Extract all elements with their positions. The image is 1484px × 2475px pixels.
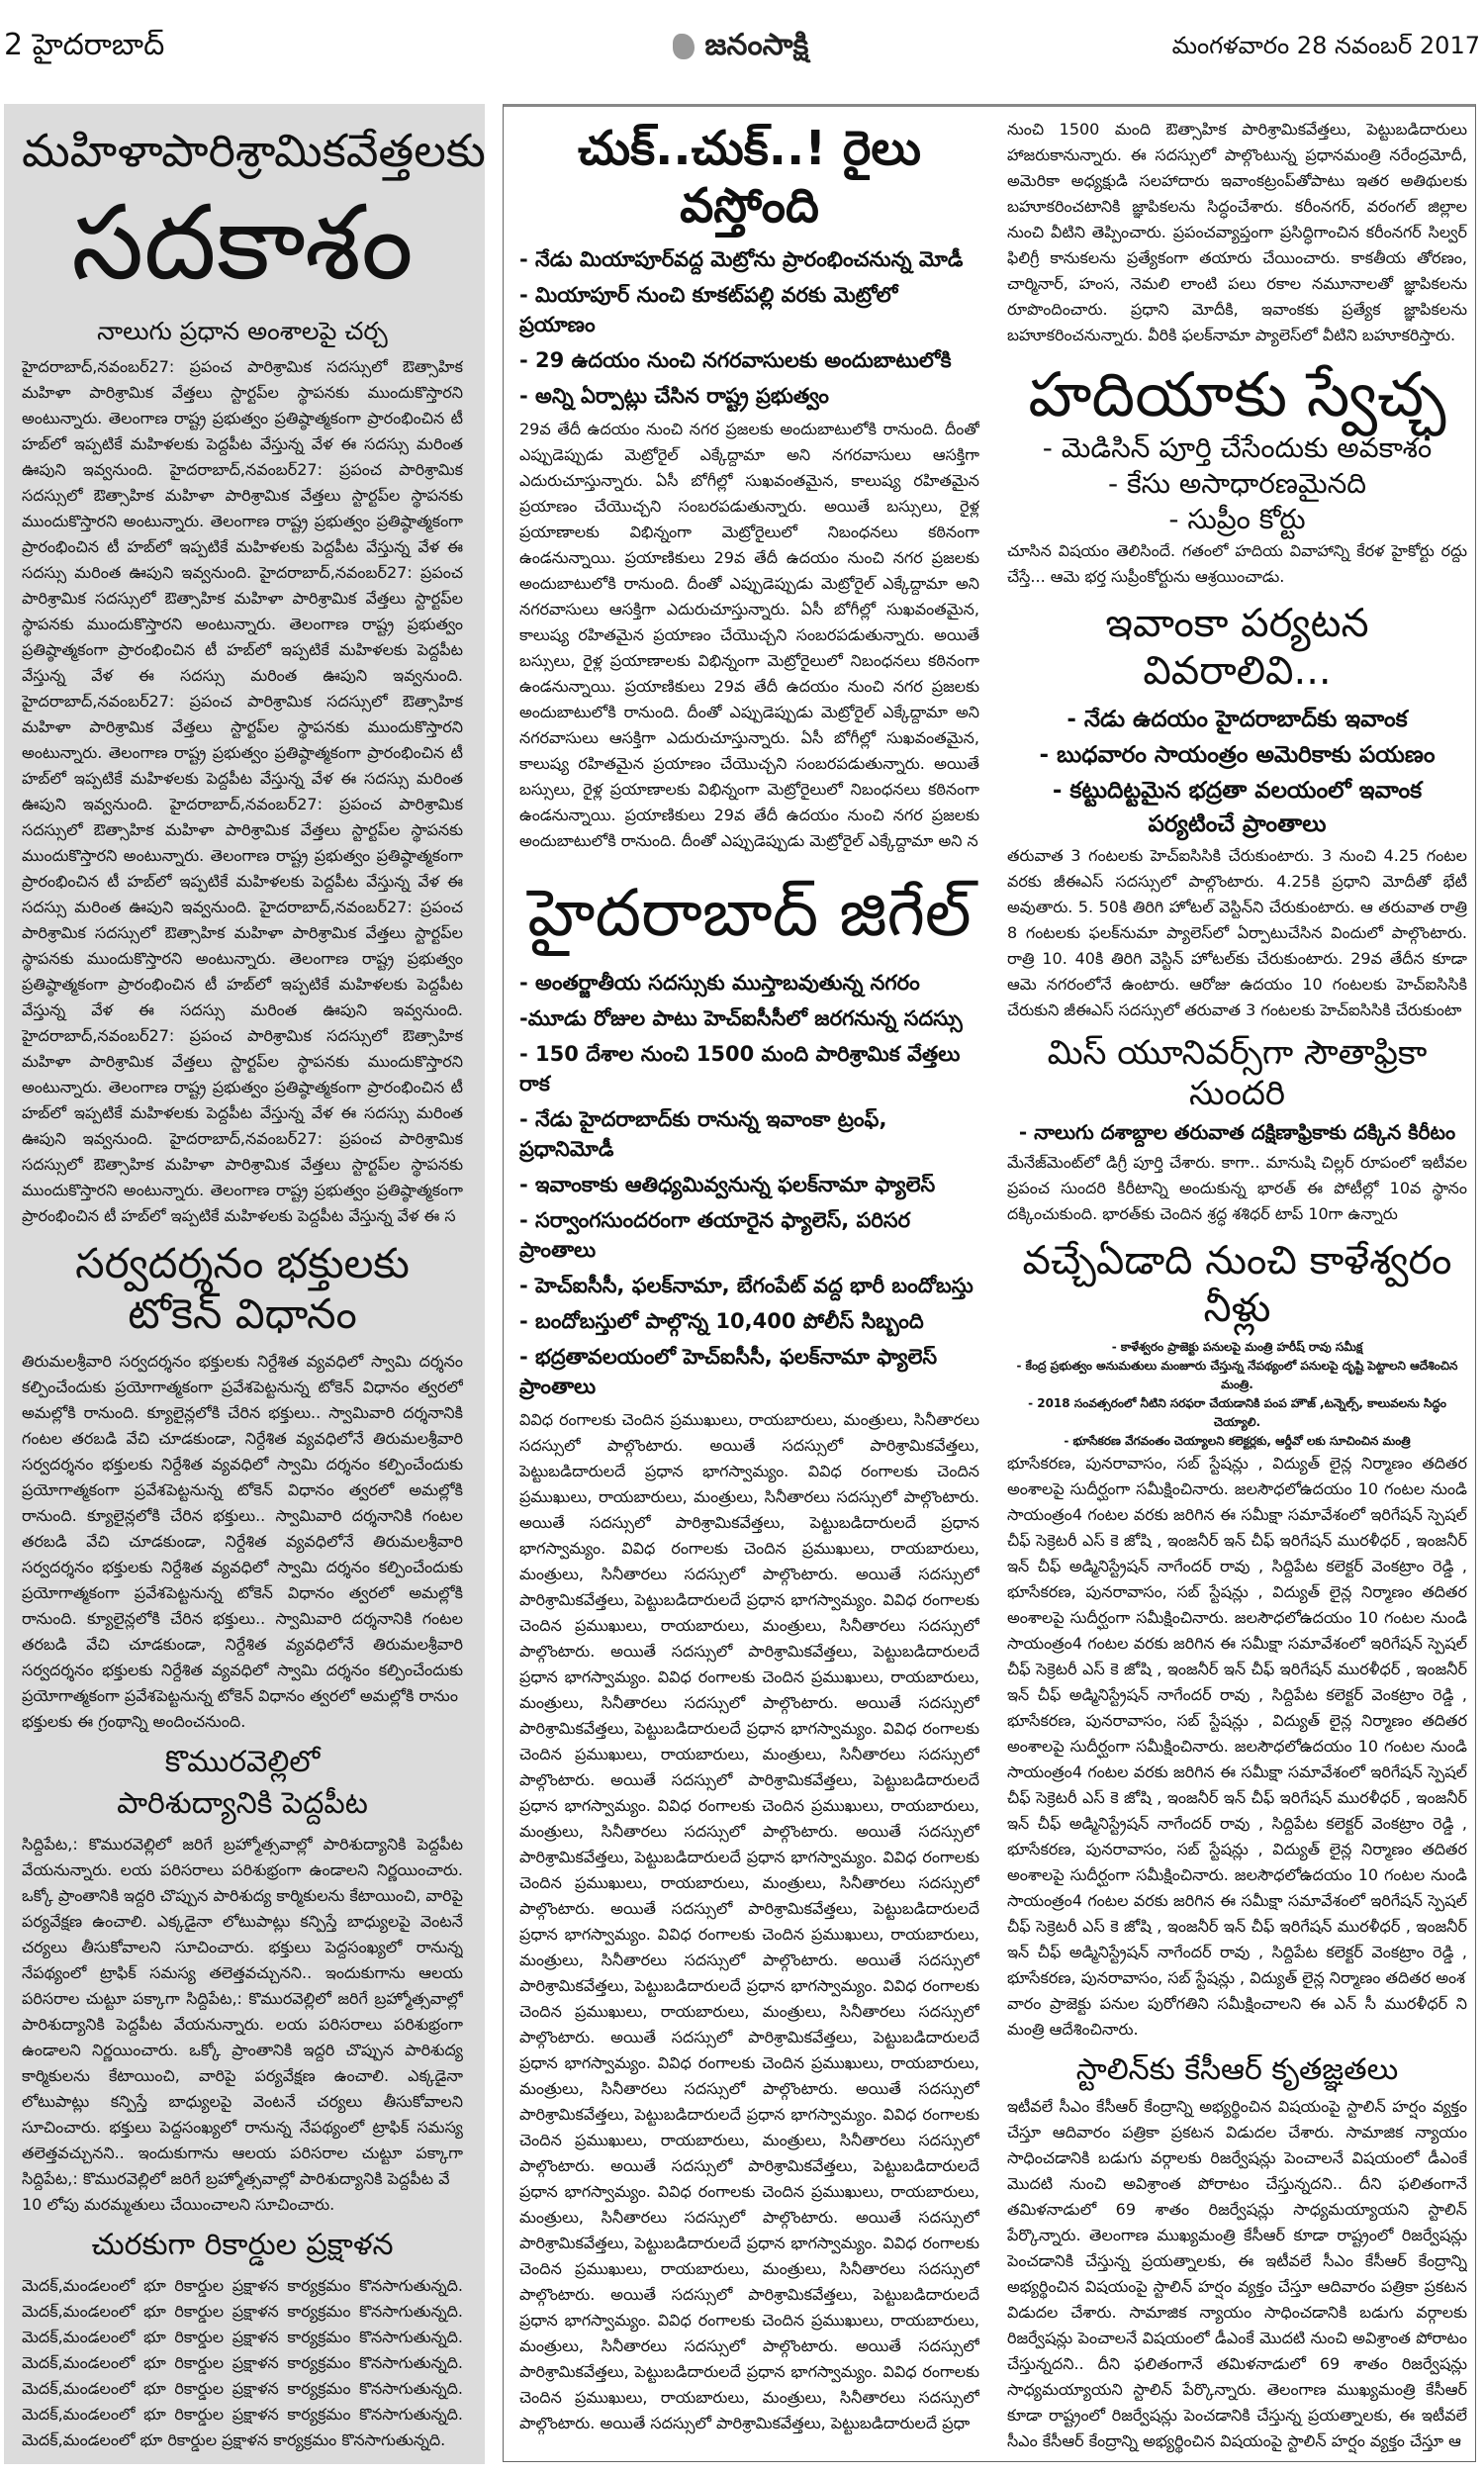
- article-subhead: - నాలుగు దశాబ్దాల తరువాత దక్షిణాఫ్రికాకు దక్కిన కిరీటం: [1018, 1119, 1456, 1144]
- center-column-content: [519, 121, 979, 2458]
- article-headline: హైదరాబాద్ జిగేల్: [527, 875, 972, 952]
- article-body: మెదక్,మండలంలో భూ రికార్డుల ప్రక్షాళన కార్యక్రమం కొనసాగుతున్నది. మెదక్,మండలంలో భూ రికార్డుల ప్రక్షాళన కార్యక్రమం కొనసాగుతున్నది. మెదక్,మండలంలో భూ రికార్డుల ప్రక్షాళన కార్యక్రమం కొనసాగుతున్నది. మెదక్,మండలంలో భూ రికార్డుల ప్రక్షాళన కార్యక్రమం కొనసాగుతున్నది. మెదక్,మండలంలో భూ రికార్డుల ప్రక్షాళన కార్యక్రమం కొనసాగుతున్నది. మెదక్,మండలంలో భూ రికార్డుల ప్రక్షాళన కార్యక్రమం కొనసాగుతున్నది. మెదక్,మండలంలో భూ రికార్డుల ప్రక్షాళన కార్యక్రమం కొనసాగుతున్నది.: [22, 2275, 463, 2449]
- bullet-item: - నేడు ఉదయం హైదరాబాద్‌కు ఇవాంక: [1067, 707, 1408, 733]
- article-headline: చుక్..చుక్..! రైలు వస్తోంది: [578, 121, 921, 234]
- article-headline: ఇవాంకా పర్యటన వివరాలివి...: [1105, 601, 1369, 695]
- article-headline: [22, 1239, 463, 1339]
- bullet-list: [519, 968, 979, 1407]
- right-column-content: [1007, 117, 1467, 2458]
- page-section-label: 2 హైదరాబాద్: [4, 28, 165, 62]
- article-headline: హదియాకు స్వేచ్ఛ: [1028, 358, 1446, 430]
- article-body-end: 10 లోపు మరమ్మతులు చేయించాలని సూచించారు.: [22, 2194, 335, 2214]
- headline-line: సర్వదర్శనం భక్తులకు: [75, 1239, 410, 1288]
- bullet-item: - సర్వాంగసుందరంగా తయారైన ఫ్యాలెస్, పరిసర ప్రాంతాలు: [519, 1208, 911, 1263]
- bullet-item: - హెచ్ఐసీసీ, ఫలక్‌నామా, బేగంపేట్ వద్ద భారీ బందోబస్తు: [519, 1274, 974, 1298]
- article-body: వివిధ రంగాలకు చెందిన ప్రముఖులు, రాయబారులు, మంత్రులు, సినీతారలు సదస్సులో పాల్గొంటారు. అయితే సదస్సులో పారిశ్రామికవేత్తలు, పెట్టుబడిదారులదే ప్రధాన భాగస్వామ్యం. వివిధ రంగాలకు చెందిన ప్రముఖులు, రాయబారులు, మంత్రులు, సినీతారలు సదస్సులో పాల్గొంటారు. అయితే సదస్సులో పారిశ్రామికవేత్తలు, పెట్టుబడిదారులదే ప్రధాన భాగస్వామ్యం. వివిధ రంగాలకు చెందిన ప్రముఖులు, రాయబారులు, మంత్రులు, సినీతారలు సదస్సులో పాల్గొంటారు. అయితే సదస్సులో పారిశ్రామికవేత్తలు, పెట్టుబడిదారులదే ప్రధాన భాగస్వామ్యం. వివిధ రంగాలకు చెందిన ప్రముఖులు, రాయబారులు, మంత్రులు, సినీతారలు సదస్సులో పాల్గొంటారు. అయితే సదస్సులో పారిశ్రామికవేత్తలు, పెట్టుబడిదారులదే ప్రధాన భాగస్వామ్యం. వివిధ రంగాలకు చెందిన ప్రముఖులు, రాయబారులు, మంత్రులు, సినీతారలు సదస్సులో పాల్గొంటారు. అయితే సదస్సులో పారిశ్రామికవేత్తలు, పెట్టుబడిదారులదే ప్రధాన భాగస్వామ్యం. వివిధ రంగాలకు చెందిన ప్రముఖులు, రాయబారులు, మంత్రులు, సినీతారలు సదస్సులో పాల్గొంటారు. అయితే సదస్సులో పారిశ్రామికవేత్తలు, పెట్టుబడిదారులదే ప్రధాన భాగస్వామ్యం. వివిధ రంగాలకు చెందిన ప్రముఖులు, రాయబారులు, మంత్రులు, సినీతారలు సదస్సులో పాల్గొంటారు. అయితే సదస్సులో పారిశ్రామికవేత్తలు, పెట్టుబడిదారులదే ప్రధాన భాగస్వామ్యం. వివిధ రంగాలకు చెందిన ప్రముఖులు, రాయబారులు, మంత్రులు, సినీతారలు సదస్సులో పాల్గొంటారు. అయితే సదస్సులో పారిశ్రామికవేత్తలు, పెట్టుబడిదారులదే ప్రధాన భాగస్వామ్యం. వివిధ రంగాలకు చెందిన ప్రముఖులు, రాయబారులు, మంత్రులు, సినీతారలు సదస్సులో పాల్గొంటారు. అయితే సదస్సులో పారిశ్రామికవేత్తలు, పెట్టుబడిదారులదే ప్రధాన భాగస్వామ్యం. వివిధ రంగాలకు చెందిన ప్రముఖులు, రాయబారులు, మంత్రులు, సినీతారలు సదస్సులో పాల్గొంటారు. అయితే సదస్సులో పారిశ్రామికవేత్తలు, పెట్టుబడిదారులదే ప్రధాన భాగస్వామ్యం. వివిధ రంగాలకు చెందిన ప్రముఖులు, రాయబారులు, మంత్రులు, సినీతారలు సదస్సులో పాల్గొంటారు. అయితే సదస్సులో పారిశ్రామికవేత్తలు, పెట్టుబడిదారులదే ప్రధాన భాగస్వామ్యం. వివిధ రంగాలకు చెందిన ప్రముఖులు, రాయబారులు, మంత్రులు, సినీతారలు సదస్సులో పాల్గొంటారు. అయితే సదస్సులో పారిశ్రామికవేత్తలు, పెట్టుబడిదారులదే ప్రధాన భాగస్వామ్యం. వివిధ రంగాలకు చెందిన ప్రముఖులు, రాయబారులు, మంత్రులు, సినీతారలు సదస్సులో పాల్గొంటారు. అయితే సదస్సులో పారిశ్రామికవేత్తలు, పెట్టుబడిదారులదే ప్రధాన భాగస్వామ్యం. వివిధ రంగాలకు చెందిన ప్రముఖులు, రాయబారులు, మంత్రులు, సినీతారలు సదస్సులో పాల్గొంటారు. అయితే సదస్సులో పారిశ్రామికవేత్తలు, పెట్టుబడిదారులదే ప్రధాన భాగస్వామ్యం. వివిధ రంగాలకు చెందిన ప్రముఖులు, రాయబారులు, మంత్రులు, సినీతారలు సదస్సులో పాల్గొంటారు. అయితే సదస్సులో పారిశ్రామికవేత్తలు, పెట్టుబడిదారులదే ప్రధాన భాగస్వామ్యం. వివిధ రంగాలకు చెందిన ప్రముఖులు, రాయబారులు, మంత్రులు, సినీతారలు సదస్సులో పాల్గొంటారు. అయితే సదస్సులో పారిశ్రామికవేత్తలు, పెట్టుబడిదారులదే ప్రధా: [519, 1410, 979, 2433]
- article-headline: పారిశుద్యానికి పెద్దపీట: [117, 1785, 368, 1821]
- bullet-list: [1007, 431, 1467, 538]
- bullet-item: - కేంద్ర ప్రభుత్వం అనుమతులు మంజూరు చేస్తున్న నేపథ్యంలో పనులపై దృష్టి పెట్టాలని ఆదేశించిన మంత్రి.: [1016, 1358, 1458, 1391]
- article-body: మేనేజ్‌మెంట్‌లో డిగ్రీ పూర్తి చేశారు. కాగా.. మానుషి చిల్లర్ రూపంలో ఇటీవల ప్రపంచ సుందరి కిరీటాన్ని అందుకున్న భారత్ ఈ పోటీల్లో 10వ స్థానం దక్కించుకుంది. భారత్‌కు చెందిన శ్రద్ధ శశిధర్ టాప్ 10గా ఉన్నారు: [1007, 1152, 1467, 1223]
- article-body: చూసిన విషయం తెలిసిందే. గతంలో హదియ వివాహాన్ని కేరళ హైకోర్టు రద్దు చేస్తే... ఆమె భర్త సుప్రీంకోర్టును ఆశ్రయించాడు.: [1007, 541, 1467, 587]
- masthead-logo: [673, 28, 808, 69]
- bullet-item: - బుధవారం సాయంత్రం అమెరికాకు పయణం: [1039, 742, 1436, 769]
- issue-date: మంగళవారం 28 నవంబర్ 2017: [1171, 32, 1480, 59]
- bullet-item: - సుప్రీం కోర్టు: [1168, 503, 1306, 536]
- bullet-item: - మెడిసిన్ పూర్తి చేసేందుకు అవకాశం: [1042, 431, 1433, 465]
- bullet-item: -మూడు రోజుల పాటు హెచ్ఐసీసీలో జరగనున్న సదస్సు: [519, 1006, 963, 1031]
- bullet-item: - నేడు హైదరాబాద్‌కు రానున్న ఇవాంకా ట్రంఫ్, ప్రధానిమోడీ: [519, 1107, 887, 1162]
- article-body: తరువాత 3 గంటలకు హెచ్ఐసిసికి చేరుకుంటారు. 3 నుంచి 4.25 గంటల వరకు జీఈఎస్ సదస్సులో పాల్గొంటారు. 4.25కి ప్రధాని మోదీతో భేటీ అవుతారు. 5. 50కి తిరిగి హోటల్ వెస్టిన్‌ని చేరుకుంటారు. ఆ తరువాత రాత్రి 8 గంటలకు ఫలక్‌నుమా ప్యాలెస్‌లో ఏర్పాటుచేసిన విందులో పాల్గొంటారు. రాత్రి 10. 40కి తిరిగి వెస్టిన్ హోటల్‌కు చేరుకుంటారు. 29వ తేదీన కూడా ఆమె నగరంలోనే ఉంటారు. ఆరోజు ఉదయం 10 గంటలకు హెచ్ఐసిసికి చేరుకుని జీఈఎస్ సదస్సులో తరువాత 3 గంటలకు హెచ్ఐసిసికి చేరుకుంటా: [1007, 846, 1467, 1020]
- bullet-item: - భూసేకరణ వేగవంతం చెయ్యాలని కలెక్టర్లకు, ఆర్డీవో లకు సూచించిన మంత్రి: [1064, 1433, 1411, 1448]
- bullet-item: - బందోబస్తులో పాల్గొన్న 10,400 పోలీస్ సిబ్బంది: [519, 1309, 924, 1334]
- bullet-item: - మియాపూర్ నుంచి కూకట్‌పల్లి వరకు మెట్రోలో ప్రయాణం: [519, 283, 898, 337]
- article-subhead: నాలుగు ప్రధాన అంశాలపై చర్చ: [97, 317, 388, 346]
- left-column-content: [22, 124, 486, 2461]
- article-headline: స్టాలిన్‌కు కేసీఆర్ కృతజ్ఞతలు: [1075, 2051, 1399, 2087]
- bullet-item: - నేడు మియాపూర్‌వద్ద మెట్రోను ప్రారంభించనున్న మోడీ: [519, 247, 964, 272]
- bullet-item: - ఇవాంకాకు ఆతిధ్యమివ్వనున్న ఫలక్‌నామా ఫ్యాలెస్: [519, 1173, 936, 1197]
- bullet-item: - 150 దేశాల నుంచి 1500 మంది పారిశ్రామిక వేత్తలు రాక: [519, 1042, 961, 1096]
- bullet-list: [1007, 1338, 1467, 1451]
- article-body-end: భక్తులకు ఈ గ్రంథాన్ని అందించనుంది.: [22, 1711, 246, 1731]
- masthead-text: జనంసాక్షి: [704, 28, 809, 62]
- bullet-item: - భద్రతావలయంలో హెచ్ఐసీసీ, ఫలక్‌నామా ఫ్యాలెస్ ప్రాంతాలు: [519, 1345, 938, 1399]
- article-kicker: మహిళాపారిశ్రామికవేత్తలకు: [22, 124, 486, 177]
- bullet-item: - అన్ని ఏర్పాట్లు చేసిన రాష్ట్ర ప్రభుత్వం: [519, 384, 829, 409]
- bullet-item: - కాళేశ్వరం ప్రాజెక్టు పనులపై మంత్రి హరీష్ రావు సమీక్ష: [1111, 1339, 1363, 1354]
- article-body: నుంచి 1500 మంది ఔత్సాహిక పారిశ్రామికవేత్తలు, పెట్టుబడిదారులు హాజరుకానున్నారు. ఈ సదస్సులో పాల్గొంటున్న ప్రధానమంత్రి నరేంద్రమోదీ, అమెరికా అధ్యక్షుడి సలహాదారు ఇవాంకట్రంప్‌తోపాటు ఇతర అతిథులకు బహూకరించటానికి జ్ఞాపికలను సిద్ధంచేశారు. కరీంనగర్, వరంగల్ జిల్లాల నుంచి వీటిని తెప్పించారు. ప్రపంచవ్యాప్తంగా ప్రసిద్ధిగాంచిన కరీంనగర్ సిల్వర్ ఫిలిగ్రీ కానుకలను ప్రత్యేకంగా తయారు చేయించారు. కాకతీయ తోరణం, చార్మినార్, హంస, నెమలి లాంటి పలు రకాల నమూనాలతో జ్ఞాపికలను రూపొందించారు. ప్రధాని మోదీకి, ఇవాంకకు ప్రత్యేక జ్ఞాపికలను బహూకరించనున్నారు. వీరికి ఫలక్‌నామా ప్యాలెస్‌లో వీటిని బహూకరిస్తారు.: [1007, 120, 1467, 344]
- article-body-end: వారం ప్రాజెక్టు పనుల పురోగతిని సమీక్షించాలని ఈ ఎన్ సీ మురళీధర్ ని మంత్రి ఆదేశించినారు.: [1007, 1993, 1467, 2039]
- article-body: ఇటీవలే సీఎం కేసీఆర్ కేంద్రాన్ని అభ్యర్థించిన విషయంపై స్టాలిన్ హర్షం వ్యక్తం చేస్తూ ఆదివారం పత్రికా ప్రకటన విడుదల చేశారు. సామాజిక న్యాయం సాధించడానికి బడుగు వర్గాలకు రిజర్వేషన్లు పెంచాలనే విషయంలో డీఎంకే మొదటి నుంచి అవిశ్రాంత పోరాటం చేస్తున్నదని.. దీని ఫలితంగానే తమిళనాడులో 69 శాతం రిజర్వేషన్లు సాధ్యమయ్యాయని స్టాలిన్ పేర్కొన్నారు. తెలంగాణ ముఖ్యమంత్రి కేసీఆర్ కూడా రాష్ట్రంలో రిజర్వేషన్లు పెంచడానికి చేస్తున్న ప్రయత్నాలకు, ఈ ఇటీవలే సీఎం కేసీఆర్ కేంద్రాన్ని అభ్యర్థించిన విషయంపై స్టాలిన్ హర్షం వ్యక్తం చేస్తూ ఆదివారం పత్రికా ప్రకటన విడుదల చేశారు. సామాజిక న్యాయం సాధించడానికి బడుగు వర్గాలకు రిజర్వేషన్లు పెంచాలనే విషయంలో డీఎంకే మొదటి నుంచి అవిశ్రాంత పోరాటం చేస్తున్నదని.. దీని ఫలితంగానే తమిళనాడులో 69 శాతం రిజర్వేషన్లు సాధ్యమయ్యాయని స్టాలిన్ పేర్కొన్నారు. తెలంగాణ ముఖ్యమంత్రి కేసీఆర్ కూడా రాష్ట్రంలో రిజర్వేషన్లు పెంచడానికి చేస్తున్న ప్రయత్నాలకు, ఈ ఇటీవలే సీఎం కేసీఆర్ కేంద్రాన్ని అభ్యర్థించిన విషయంపై స్టాలిన్ హర్షం వ్యక్తం చేస్తూ ఆ: [1007, 2096, 1467, 2450]
- logo-emblem-icon: [673, 34, 695, 59]
- bullet-item: - కట్టుదిట్టమైన భద్రతా వలయంలో ఇవాంక పర్యటించే ప్రాంతాలు: [1052, 778, 1423, 838]
- bullet-list: [519, 244, 979, 417]
- article-body: భూసేకరణ, పునరావాసం, సబ్ స్టేషన్లు , విద్యుత్ లైన్ల నిర్మాణం తదితర అంశాలపై సుదీర్ఘంగా సమీక్షించినారు. జలసౌధలోఉదయం 10 గంటల నుండి సాయంత్రం4 గంటల వరకు జరిగిన ఈ సమీక్షా సమావేశంలో ఇరిగేషన్ స్పెషల్ చీఫ్ సెక్రెటరీ ఎస్ కె జోషి , ఇంజనీర్ ఇన్ చీఫ్ ఇరిగేషన్ మురళీధర్ , ఇంజనీర్ ఇన్ చీఫ్ అడ్మినిస్ట్రేషన్ నాగేందర్ రావు , సిద్దిపేట కలెక్టర్ వెంకట్రాం రెడ్డి , భూసేకరణ, పునరావాసం, సబ్ స్టేషన్లు , విద్యుత్ లైన్ల నిర్మాణం తదితర అంశాలపై సుదీర్ఘంగా సమీక్షించినారు. జలసౌధలోఉదయం 10 గంటల నుండి సాయంత్రం4 గంటల వరకు జరిగిన ఈ సమీక్షా సమావేశంలో ఇరిగేషన్ స్పెషల్ చీఫ్ సెక్రెటరీ ఎస్ కె జోషి , ఇంజనీర్ ఇన్ చీఫ్ ఇరిగేషన్ మురళీధర్ , ఇంజనీర్ ఇన్ చీఫ్ అడ్మినిస్ట్రేషన్ నాగేందర్ రావు , సిద్దిపేట కలెక్టర్ వెంకట్రాం రెడ్డి , భూసేకరణ, పునరావాసం, సబ్ స్టేషన్లు , విద్యుత్ లైన్ల నిర్మాణం తదితర అంశాలపై సుదీర్ఘంగా సమీక్షించినారు. జలసౌధలోఉదయం 10 గంటల నుండి సాయంత్రం4 గంటల వరకు జరిగిన ఈ సమీక్షా సమావేశంలో ఇరిగేషన్ స్పెషల్ చీఫ్ సెక్రెటరీ ఎస్ కె జోషి , ఇంజనీర్ ఇన్ చీఫ్ ఇరిగేషన్ మురళీధర్ , ఇంజనీర్ ఇన్ చీఫ్ అడ్మినిస్ట్రేషన్ నాగేందర్ రావు , సిద్దిపేట కలెక్టర్ వెంకట్రాం రెడ్డి , భూసేకరణ, పునరావాసం, సబ్ స్టేషన్లు , విద్యుత్ లైన్ల నిర్మాణం తదితర అంశాలపై సుదీర్ఘంగా సమీక్షించినారు. జలసౌధలోఉదయం 10 గంటల నుండి సాయంత్రం4 గంటల వరకు జరిగిన ఈ సమీక్షా సమావేశంలో ఇరిగేషన్ స్పెషల్ చీఫ్ సెక్రెటరీ ఎస్ కె జోషి , ఇంజనీర్ ఇన్ చీఫ్ ఇరిగేషన్ మురళీధర్ , ఇంజనీర్ ఇన్ చీఫ్ అడ్మినిస్ట్రేషన్ నాగేందర్ రావు , సిద్దిపేట కలెక్టర్ వెంకట్రాం రెడ్డి , భూసేకరణ, పునరావాసం, సబ్ స్టేషన్లు , విద్యుత్ లైన్ల నిర్మాణం తదితర అంశ: [1007, 1453, 1467, 1987]
- article-body: హైదరాబాద్,నవంబర్27: ప్రపంచ పారిశ్రామిక సదస్సులో ఔత్సాహిక మహిళా పారిశ్రామిక వేత్తలు స్టార్టప్‌ల స్థాపనకు ముందుకొస్తారని అంటున్నారు. తెలంగాణ రాష్ట్ర ప్రభుత్వం ప్రతిష్ఠాత్మకంగా ప్రారంభించిన టీ హబ్‌లో ఇప్పటికే మహిళలకు పెద్దపీట వేస్తున్న వేళ ఈ సదస్సు మరింత ఊపుని ఇవ్వనుంది. హైదరాబాద్,నవంబర్27: ప్రపంచ పారిశ్రామిక సదస్సులో ఔత్సాహిక మహిళా పారిశ్రామిక వేత్తలు స్టార్టప్‌ల స్థాపనకు ముందుకొస్తారని అంటున్నారు. తెలంగాణ రాష్ట్ర ప్రభుత్వం ప్రతిష్ఠాత్మకంగా ప్రారంభించిన టీ హబ్‌లో ఇప్పటికే మహిళలకు పెద్దపీట వేస్తున్న వేళ ఈ సదస్సు మరింత ఊపుని ఇవ్వనుంది. హైదరాబాద్,నవంబర్27: ప్రపంచ పారిశ్రామిక సదస్సులో ఔత్సాహిక మహిళా పారిశ్రామిక వేత్తలు స్టార్టప్‌ల స్థాపనకు ముందుకొస్తారని అంటున్నారు. తెలంగాణ రాష్ట్ర ప్రభుత్వం ప్రతిష్ఠాత్మకంగా ప్రారంభించిన టీ హబ్‌లో ఇప్పటికే మహిళలకు పెద్దపీట వేస్తున్న వేళ ఈ సదస్సు మరింత ఊపుని ఇవ్వనుంది. హైదరాబాద్,నవంబర్27: ప్రపంచ పారిశ్రామిక సదస్సులో ఔత్సాహిక మహిళా పారిశ్రామిక వేత్తలు స్టార్టప్‌ల స్థాపనకు ముందుకొస్తారని అంటున్నారు. తెలంగాణ రాష్ట్ర ప్రభుత్వం ప్రతిష్ఠాత్మకంగా ప్రారంభించిన టీ హబ్‌లో ఇప్పటికే మహిళలకు పెద్దపీట వేస్తున్న వేళ ఈ సదస్సు మరింత ఊపుని ఇవ్వనుంది. హైదరాబాద్,నవంబర్27: ప్రపంచ పారిశ్రామిక సదస్సులో ఔత్సాహిక మహిళా పారిశ్రామిక వేత్తలు స్టార్టప్‌ల స్థాపనకు ముందుకొస్తారని అంటున్నారు. తెలంగాణ రాష్ట్ర ప్రభుత్వం ప్రతిష్ఠాత్మకంగా ప్రారంభించిన టీ హబ్‌లో ఇప్పటికే మహిళలకు పెద్దపీట వేస్తున్న వేళ ఈ సదస్సు మరింత ఊపుని ఇవ్వనుంది. హైదరాబాద్,నవంబర్27: ప్రపంచ పారిశ్రామిక సదస్సులో ఔత్సాహిక మహిళా పారిశ్రామిక వేత్తలు స్టార్టప్‌ల స్థాపనకు ముందుకొస్తారని అంటున్నారు. తెలంగాణ రాష్ట్ర ప్రభుత్వం ప్రతిష్ఠాత్మకంగా ప్రారంభించిన టీ హబ్‌లో ఇప్పటికే మహిళలకు పెద్దపీట వేస్తున్న వేళ ఈ సదస్సు మరింత ఊపుని ఇవ్వనుంది. హైదరాబాద్,నవంబర్27: ప్రపంచ పారిశ్రామిక సదస్సులో ఔత్సాహిక మహిళా పారిశ్రామిక వేత్తలు స్టార్టప్‌ల స్థాపనకు ముందుకొస్తారని అంటున్నారు. తెలంగాణ రాష్ట్ర ప్రభుత్వం ప్రతిష్ఠాత్మకంగా ప్రారంభించిన టీ హబ్‌లో ఇప్పటికే మహిళలకు పెద్దపీట వేస్తున్న వేళ ఈ సదస్సు మరింత ఊపుని ఇవ్వనుంది. హైదరాబాద్,నవంబర్27: ప్రపంచ పారిశ్రామిక సదస్సులో ఔత్సాహిక మహిళా పారిశ్రామిక వేత్తలు స్టార్టప్‌ల స్థాపనకు ముందుకొస్తారని అంటున్నారు. తెలంగాణ రాష్ట్ర ప్రభుత్వం ప్రతిష్ఠాత్మకంగా ప్రారంభించిన టీ హబ్‌లో ఇప్పటికే మహిళలకు పెద్దపీట వేస్తున్న వేళ ఈ స: [22, 357, 463, 1226]
- bullet-item: - కేసు అసాధారణమైనది: [1107, 467, 1367, 501]
- article-headline: వచ్చేఏడాది నుంచి కాళేశ్వరం నీళ్లు: [1022, 1237, 1452, 1331]
- bullet-list: [1007, 703, 1467, 843]
- headline-line: టోకెన్ విధానం: [128, 1288, 357, 1338]
- article-body: సిద్దిపేట,: కొమురవెల్లిలో జరిగే బ్రహ్మోత్సవాల్లో పారిశుద్యానికి పెద్దపీట వేయనున్నారు. లయ పరిసరాలు పరిశుభ్రంగా ఉండాలని నిర్ణయించారు. ఒక్కో ప్రాంతానికి ఇద్దరి చొప్పున పారిశుద్య కార్మికులను కేటాయించి, వారిపై పర్యవేక్షణ ఉంచాలి. ఎక్కడైనా లోటుపాట్లు కన్పిస్తే బాధ్యులపై వెంటనే చర్యలు తీసుకోవాలని సూచించారు. భక్తులు పెద్దసంఖ్యలో రానున్న నేపథ్యంలో ట్రాఫిక్ సమస్య తలెత్తవచ్చునని.. ఇందుకుగాను ఆలయ పరిసరాల చుట్టూ పక్కాగా సిద్దిపేట,: కొమురవెల్లిలో జరిగే బ్రహ్మోత్సవాల్లో పారిశుద్యానికి పెద్దపీట వేయనున్నారు. లయ పరిసరాలు పరిశుభ్రంగా ఉండాలని నిర్ణయించారు. ఒక్కో ప్రాంతానికి ఇద్దరి చొప్పున పారిశుద్య కార్మికులను కేటాయించి, వారిపై పర్యవేక్షణ ఉంచాలి. ఎక్కడైనా లోటుపాట్లు కన్పిస్తే బాధ్యులపై వెంటనే చర్యలు తీసుకోవాలని సూచించారు. భక్తులు పెద్దసంఖ్యలో రానున్న నేపథ్యంలో ట్రాఫిక్ సమస్య తలెత్తవచ్చునని.. ఇందుకుగాను ఆలయ పరిసరాల చుట్టూ పక్కాగా సిద్దిపేట,: కొమురవెల్లిలో జరిగే బ్రహ్మోత్సవాల్లో పారిశుద్యానికి పెద్దపీట వే: [22, 1834, 463, 2188]
- article-headline: సదకాశం: [71, 182, 414, 304]
- article-headline: కొమురవెల్లిలో: [164, 1744, 321, 1779]
- article-headline: మిస్ యూనివర్స్‌గా సౌతాఫ్రికా సుందరి: [1047, 1033, 1428, 1114]
- article-headline: చురకుగా రికార్డుల ప్రక్షాళన: [91, 2227, 394, 2262]
- article-body: 29వ తేదీ ఉదయం నుంచి నగర ప్రజలకు అందుబాటులోకి రానుంది. దీంతో ఎప్పుడెప్పుడు మెట్రోరైల్ ఎక్కేద్దామా అని నగరవాసులు ఆసక్తిగా ఎదురుచూస్తున్నారు. ఏసీ బోగీల్లో సుఖవంతమైన, కాలుష్య రహితమైన ప్రయాణం చేయొచ్చని సంబరపడుతున్నారు. అయితే బస్సులు, రైళ్ల ప్రయాణాలకు విభిన్నంగా మెట్రోరైలులో నిబంధనలు కఠినంగా ఉండనున్నాయి. ప్రయాణికులు 29వ తేదీ ఉదయం నుంచి నగర ప్రజలకు అందుబాటులోకి రానుంది. దీంతో ఎప్పుడెప్పుడు మెట్రోరైల్ ఎక్కేద్దామా అని నగరవాసులు ఆసక్తిగా ఎదురుచూస్తున్నారు. ఏసీ బోగీల్లో సుఖవంతమైన, కాలుష్య రహితమైన ప్రయాణం చేయొచ్చని సంబరపడుతున్నారు. అయితే బస్సులు, రైళ్ల ప్రయాణాలకు విభిన్నంగా మెట్రోరైలులో నిబంధనలు కఠినంగా ఉండనున్నాయి. ప్రయాణికులు 29వ తేదీ ఉదయం నుంచి నగర ప్రజలకు అందుబాటులోకి రానుంది. దీంతో ఎప్పుడెప్పుడు మెట్రోరైల్ ఎక్కేద్దామా అని నగరవాసులు ఆసక్తిగా ఎదురుచూస్తున్నారు. ఏసీ బోగీల్లో సుఖవంతమైన, కాలుష్య రహితమైన ప్రయాణం చేయొచ్చని సంబరపడుతున్నారు. అయితే బస్సులు, రైళ్ల ప్రయాణాలకు విభిన్నంగా మెట్రోరైలులో నిబంధనలు కఠినంగా ఉండనున్నాయి. ప్రయాణికులు 29వ తేదీ ఉదయం నుంచి నగర ప్రజలకు అందుబాటులోకి రానుంది. దీంతో ఎప్పుడెప్పుడు మెట్రోరైల్ ఎక్కేద్దామా అని న: [519, 420, 979, 851]
- bullet-item: - 29 ఉదయం నుంచి నగరవాసులకు అందుబాటులోకి: [519, 348, 952, 373]
- bullet-item: - 2018 సంవత్సరంలో నీటిని సరఫరా చేయడానికి పంప హౌజ్ ,టన్నెల్స్, కాలువలను సిద్ధం చెయ్యాలి.: [1028, 1395, 1446, 1429]
- bullet-item: - అంతర్జాతీయ సదస్సుకు ముస్తాబవుతున్న నగరం: [519, 971, 920, 996]
- article-body: తిరుమలశ్రీవారి సర్వదర్శనం భక్తులకు నిర్దేశిత వ్యవధిలో స్వామి దర్శనం కల్పించేందుకు ప్రయోగాత్మకంగా ప్రవేశపెట్టనున్న టోకెన్ విధానం త్వరలో అమల్లోకి రానుంది. క్యూలైన్లలోకి చేరిన భక్తులు.. స్వామివారి దర్శనానికి గంటల తరబడి వేచి చూడకుండా, నిర్దేశిత వ్యవధిలోనే తిరుమలశ్రీవారి సర్వదర్శనం భక్తులకు నిర్దేశిత వ్యవధిలో స్వామి దర్శనం కల్పించేందుకు ప్రయోగాత్మకంగా ప్రవేశపెట్టనున్న టోకెన్ విధానం త్వరలో అమల్లోకి రానుంది. క్యూలైన్లలోకి చేరిన భక్తులు.. స్వామివారి దర్శనానికి గంటల తరబడి వేచి చూడకుండా, నిర్దేశిత వ్యవధిలోనే తిరుమలశ్రీవారి సర్వదర్శనం భక్తులకు నిర్దేశిత వ్యవధిలో స్వామి దర్శనం కల్పించేందుకు ప్రయోగాత్మకంగా ప్రవేశపెట్టనున్న టోకెన్ విధానం త్వరలో అమల్లోకి రానుంది. క్యూలైన్లలోకి చేరిన భక్తులు.. స్వామివారి దర్శనానికి గంటల తరబడి వేచి చూడకుండా, నిర్దేశిత వ్యవధిలోనే తిరుమలశ్రీవారి సర్వదర్శనం భక్తులకు నిర్దేశిత వ్యవధిలో స్వామి దర్శనం కల్పించేందుకు ప్రయోగాత్మకంగా ప్రవేశపెట్టనున్న టోకెన్ విధానం త్వరలో అమల్లోకి రానుం: [22, 1351, 463, 1705]
